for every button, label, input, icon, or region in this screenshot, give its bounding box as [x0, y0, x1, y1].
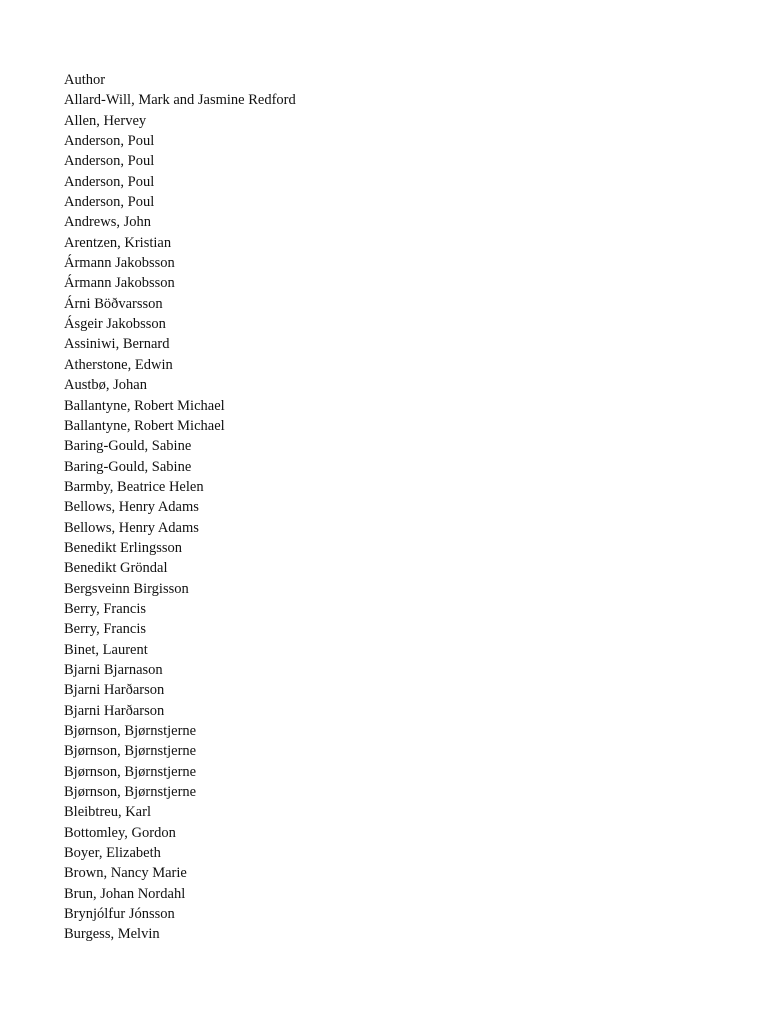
author-row: Bjørnson, Bjørnstjerne — [64, 763, 197, 780]
author-row: Ármann Jakobsson — [64, 275, 175, 292]
author-row: Bjarni Harðarson — [64, 702, 165, 719]
author-row: Allard-Will, Mark and Jasmine Redford — [64, 92, 296, 109]
author-row: Benedikt Gröndal — [64, 560, 168, 577]
author-list — [64, 70, 296, 945]
author-row: Bergsveinn Birgisson — [64, 580, 189, 597]
author-row: Burgess, Melvin — [64, 926, 160, 943]
author-row: Benedikt Erlingsson — [64, 539, 183, 556]
author-row: Boyer, Elizabeth — [64, 845, 161, 862]
author-row: Ballantyne, Robert Michael — [64, 417, 225, 434]
author-row: Berry, Francis — [64, 621, 147, 638]
author-row: Anderson, Poul — [64, 173, 155, 190]
author-row: Anderson, Poul — [64, 194, 155, 211]
author-row: Bjarni Bjarnason — [64, 661, 163, 678]
author-row: Ballantyne, Robert Michael — [64, 397, 225, 414]
author-row: Bjørnson, Bjørnstjerne — [64, 784, 197, 801]
author-row: Austbø, Johan — [64, 377, 147, 394]
author-row: Baring-Gould, Sabine — [64, 438, 192, 455]
author-row: Atherstone, Edwin — [64, 356, 173, 373]
author-row: Bjørnson, Bjørnstjerne — [64, 743, 197, 760]
author-row: Bottomley, Gordon — [64, 824, 176, 841]
author-row: Brynjólfur Jónsson — [64, 906, 175, 923]
author-row: Bjørnson, Bjørnstjerne — [64, 723, 197, 739]
author-row: Bjarni Harðarson — [64, 682, 165, 699]
author-row: Andrews, John — [64, 214, 151, 231]
author-row: Brun, Johan Nordahl — [64, 885, 186, 902]
author-row: Barmby, Beatrice Helen — [64, 478, 204, 495]
author-row: Brown, Nancy Marie — [64, 865, 187, 882]
author-row: Berry, Francis — [64, 600, 147, 617]
author-row: Bellows, Henry Adams — [64, 499, 199, 516]
author-row: Allen, Hervey — [64, 112, 147, 129]
author-row: Bleibtreu, Karl — [64, 804, 151, 821]
author-row: Assiniwi, Bernard — [64, 336, 170, 353]
author-row: Bellows, Henry Adams — [64, 519, 199, 536]
author-row: Arentzen, Kristian — [64, 234, 172, 251]
author-row: Anderson, Poul — [64, 133, 155, 150]
author-row: Ármann Jakobsson — [64, 255, 175, 272]
author-row: Árni Böðvarsson — [64, 295, 163, 312]
author-row: Binet, Laurent — [64, 641, 148, 658]
author-row: Ásgeir Jakobsson — [64, 316, 166, 333]
author-column-header: Author — [64, 72, 106, 88]
author-row: Anderson, Poul — [64, 153, 155, 170]
author-row: Baring-Gould, Sabine — [64, 458, 192, 475]
